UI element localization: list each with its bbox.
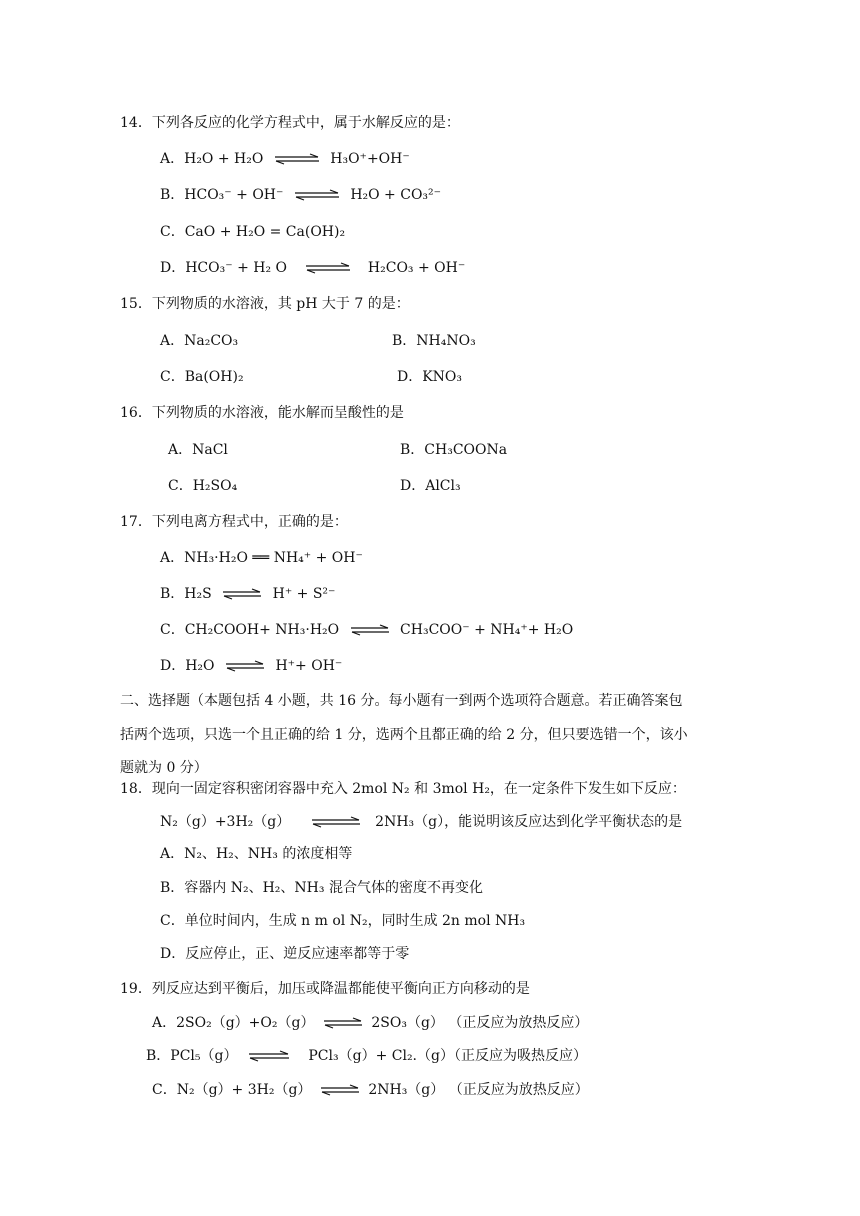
q14-a-left: A．H₂O + H₂O: [160, 151, 264, 167]
q19-b-right: PCl₃（g）+ Cl₂.（g）（正反应为吸热反应）: [308, 1048, 587, 1064]
q19-b-left: B．PCl₅（g）: [146, 1048, 238, 1064]
q17-option-d: [160, 656, 342, 676]
q16-stem: 16．下列物质的水溶液，能水解而呈酸性的是: [120, 405, 404, 421]
q14-option-c: C．CaO + H₂O = Ca(OH)₂: [160, 224, 346, 240]
q19-c-right: 2NH₃（g） （正反应为放热反应）: [368, 1082, 589, 1098]
q18-eq-right: 2NH₃（g），能说明该反应达到化学平衡状态的是: [375, 814, 683, 830]
q15-option-b: B．NH₄NO₃: [392, 333, 476, 349]
q15-option-a: A．Na₂CO₃: [160, 333, 239, 349]
q17-option-b: [160, 584, 335, 604]
q19-option-b: [146, 1046, 587, 1066]
q14-d-right: H₂CO₃ + OH⁻: [367, 260, 466, 276]
q19-c-left: C．N₂（g）+ 3H₂（g）: [152, 1082, 312, 1098]
q17-d-right: H⁺+ OH⁻: [275, 658, 343, 674]
q19-option-a: [152, 1013, 588, 1033]
q14-option-d: [160, 258, 465, 278]
q19-a-left: A．2SO₂（g）+O₂（g）: [152, 1015, 315, 1031]
q14-b-left: B．HCO₃⁻ + OH⁻: [160, 187, 284, 203]
q18-option-c: C．单位时间内，生成 n m ol N₂，同时生成 2n mol NH₃: [160, 913, 526, 929]
q17-option-a: A．NH₃·H₂O ══ NH₄⁺ + OH⁻: [160, 550, 363, 566]
q17-stem: 17．下列电离方程式中，正确的是：: [120, 514, 348, 530]
equilibrium-arrow-icon: [274, 153, 320, 165]
q18-option-b: B．容器内 N₂、H₂、NH₃ 混合气体的密度不再变化: [160, 880, 483, 896]
equilibrium-arrow-icon: [323, 1017, 363, 1029]
q17-c-right: CH₃COO⁻ + NH₄⁺+ H₂O: [400, 622, 574, 638]
q15-option-d: D．KNO₃: [397, 369, 463, 385]
equilibrium-arrow-icon: [248, 1050, 290, 1062]
section2-line-2: 括两个选项，只选一个且正确的给 1 分，选两个且都正确的给 2 分，但只要选错一个，该小: [120, 727, 688, 743]
q17-b-left: B．H₂S: [160, 586, 212, 602]
q16-option-d: D．AlCl₃: [400, 478, 461, 494]
q18-option-a: A．N₂、H₂、NH₃ 的浓度相等: [160, 846, 353, 862]
equilibrium-arrow-icon: [225, 660, 265, 672]
q16-option-a: A．NaCl: [168, 442, 228, 458]
equilibrium-arrow-icon: [294, 189, 340, 201]
q18-stem: 18．现向一固定容积密闭容器中充入 2mol N₂ 和 3mol H₂，在一定条件下发生如下反应：: [120, 781, 686, 797]
equilibrium-arrow-icon: [350, 624, 390, 636]
equilibrium-arrow-icon: [305, 262, 351, 274]
section2-line-1: 二、选择题（本题包括 4 小题，共 16 分。每小题有一到两个选项符合题意。若正确答案包: [120, 693, 683, 709]
q19-option-c: [152, 1080, 589, 1100]
section2-line-3: 题就为 0 分）: [120, 760, 208, 776]
q17-option-c: [160, 620, 573, 640]
q17-d-left: D．H₂O: [160, 658, 215, 674]
q15-stem: 15．下列物质的水溶液，其 pH 大于 7 的是：: [120, 296, 410, 312]
q15-option-c: C．Ba(OH)₂: [160, 369, 244, 385]
q17-c-left: C．CH₂COOH+ NH₃·H₂O: [160, 622, 340, 638]
q14-a-right: H₃O⁺+OH⁻: [330, 151, 410, 167]
q18-eq-left: N₂（g）+3H₂（g）: [160, 814, 291, 830]
q18-option-d: D．反应停止，正、逆反应速率都等于零: [160, 946, 410, 962]
q16-option-b: B．CH₃COONa: [400, 442, 508, 458]
q16-option-c: C．H₂SO₄: [168, 478, 238, 494]
q19-stem: 19．列反应达到平衡后，加压或降温都能使平衡向正方向移动的是: [120, 981, 530, 997]
q17-b-right: H⁺ + S²⁻: [272, 586, 336, 602]
equilibrium-arrow-icon: [222, 588, 262, 600]
equilibrium-arrow-icon: [320, 1084, 360, 1096]
equilibrium-arrow-icon: [311, 816, 361, 828]
q18-equation: [160, 812, 682, 832]
q14-stem: 14．下列各反应的化学方程式中，属于水解反应的是：: [120, 115, 460, 131]
q14-option-b: [160, 185, 441, 205]
q14-d-left: D．HCO₃⁻ + H₂ O: [160, 260, 288, 276]
q14-option-a: [160, 149, 410, 169]
q19-a-right: 2SO₃（g） （正反应为放热反应）: [371, 1015, 589, 1031]
q14-b-right: H₂O + CO₃²⁻: [350, 187, 442, 203]
